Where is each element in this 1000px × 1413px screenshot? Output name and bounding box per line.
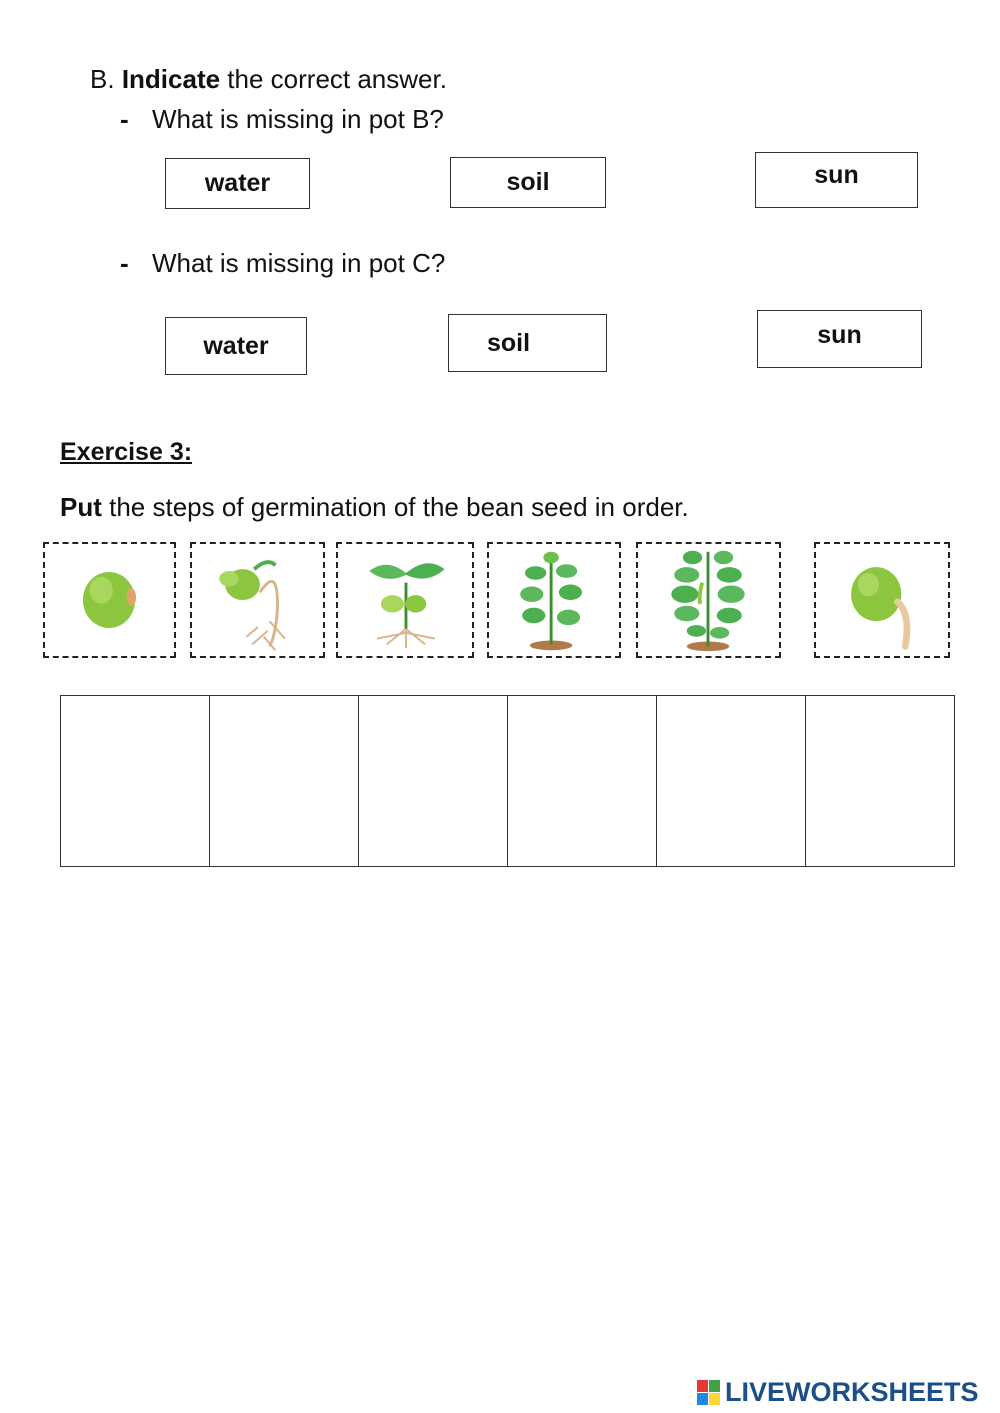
germination-card-young-plant[interactable] [487, 542, 621, 658]
answer-slot-1[interactable] [61, 696, 210, 866]
question-bullet: - [120, 104, 129, 134]
answer-soil-pot-b[interactable]: soil [450, 157, 606, 208]
question-pot-b: What is missing in pot B? [152, 104, 444, 134]
germination-card-mature-plant[interactable] [636, 542, 781, 658]
answer-slot-5[interactable] [657, 696, 806, 866]
liveworksheets-logo-icon [697, 1380, 721, 1406]
exercise-3-instruction [60, 492, 689, 523]
germination-card-seed[interactable] [43, 542, 176, 658]
sprouting-seed-roots-icon [192, 544, 323, 656]
question-pot-c: What is missing in pot C? [152, 248, 446, 278]
answer-water-pot-c[interactable]: water [165, 317, 307, 375]
mature-bean-plant-icon [638, 544, 779, 656]
answer-slot-2[interactable] [210, 696, 359, 866]
liveworksheets-logo [697, 1377, 979, 1408]
instruction-rest: the steps of germination of the bean seed in order. [109, 492, 689, 522]
ordering-answer-row [60, 695, 955, 867]
exercise-3-heading: Exercise 3: [60, 438, 193, 466]
germination-card-seed-root[interactable] [814, 542, 950, 658]
instruction-verb: Indicate [121, 64, 221, 94]
instruction-verb: Put [60, 492, 102, 522]
germination-card-seedling[interactable] [336, 542, 474, 658]
answer-slot-6[interactable] [806, 696, 954, 866]
answer-sun-pot-c[interactable]: sun [757, 310, 922, 368]
answer-soil-pot-c[interactable]: soil [448, 314, 607, 372]
young-plant-icon [489, 544, 619, 656]
instruction-rest: the correct answer. [227, 64, 447, 94]
answer-slot-3[interactable] [359, 696, 508, 866]
germination-card-sprout[interactable] [190, 542, 325, 658]
answer-water-pot-b[interactable]: water [165, 158, 310, 209]
question-bullet: - [120, 248, 129, 278]
section-b-instruction [90, 64, 447, 95]
seed-with-root-icon [816, 544, 948, 656]
seedling-leaves-icon [338, 544, 472, 656]
section-label: B. [90, 64, 115, 94]
logo-text: LIVEWORKSHEETS [725, 1377, 979, 1407]
bean-seed-icon [45, 544, 174, 656]
answer-slot-4[interactable] [508, 696, 657, 866]
answer-sun-pot-b[interactable]: sun [755, 152, 918, 208]
